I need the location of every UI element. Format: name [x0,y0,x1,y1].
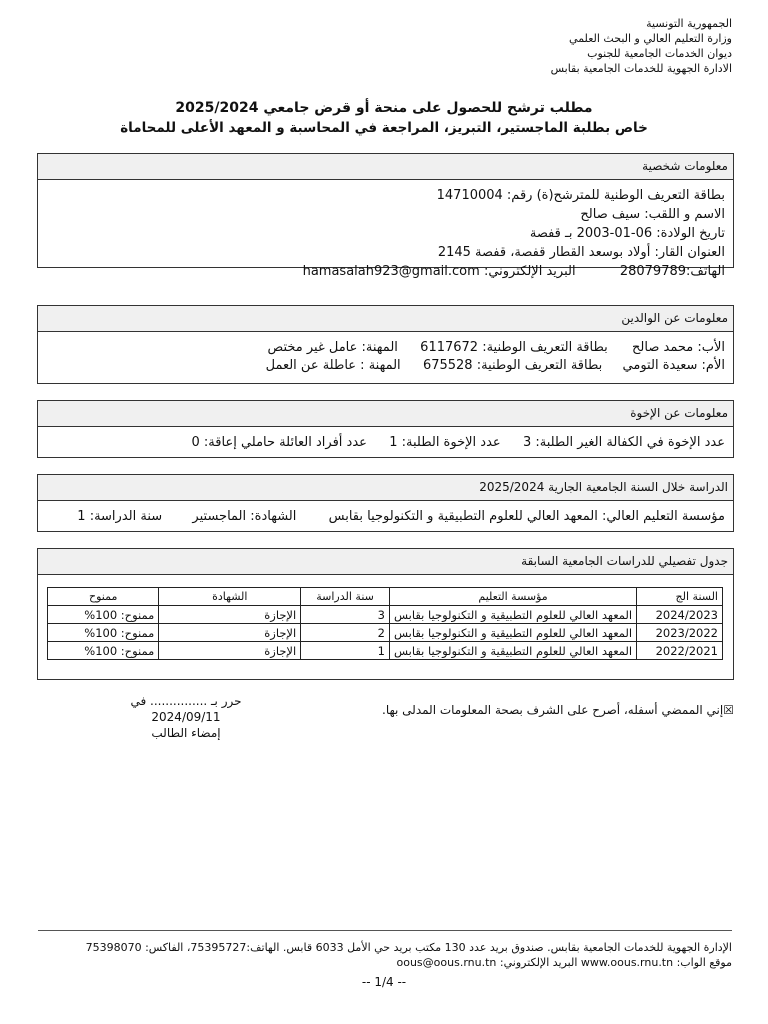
header-line-directorate: الادارة الجهوية للخدمات الجامعية بقابس [550,62,732,75]
father-job: المهنة: عامل غير مختص [267,340,398,355]
footer-address: الإدارة الجهوية للخدمات الجامعية بقابس. صندوق بريد عدد 130 مكتب بريد حي الأمل 6033 قابس. الهاتف:75395727، الفاكس: 75398070 [85,941,732,954]
table-cell: المعهد العالي للعلوم التطبيقية و التكنولوجيا بقابس [389,624,636,642]
study-history-section [37,548,734,680]
siblings-info-section [37,400,734,458]
column-header: الشهادة [159,588,301,606]
page-number: -- 1/4 -- [361,975,407,989]
study-degree: الشهادة: الماجستير [192,509,297,524]
table-header-row [48,588,723,606]
footer-divider [38,930,732,931]
signature-label: إمضاء الطالب [151,726,221,740]
declaration [382,703,734,717]
table-cell: ممنوح: 100% [48,624,159,642]
table-cell: الإجازة [159,642,301,660]
father-name: الأب: محمد صالح [632,340,725,355]
header-line-ministry: وزارة التعليم العالي و البحث العلمي [569,32,732,45]
table-cell: 2022/2021 [637,642,723,660]
footer [32,940,732,970]
study-history-table [47,587,723,660]
table-cell: الإجازة [159,606,301,624]
table-cell: الإجازة [159,624,301,642]
address-line: العنوان القار: أولاد بوسعد القطار قفصة، قفصة 2145 [437,245,725,260]
phone-line: الهاتف:28079789 [619,264,725,279]
full-name-line: الاسم و اللقب: سيف صالح [580,207,725,222]
current-study-heading: الدراسة خلال السنة الجامعية الجارية 2025/2024 [38,475,733,501]
personal-info-heading: معلومات شخصية [38,154,733,180]
title-line-1: مطلب ترشح للحصول على منحة أو قرض جامعي 2025/2024 [175,100,593,116]
header-line-republic: الجمهورية التونسية [646,17,732,30]
declaration-checkbox[interactable]: ☒ [723,703,734,717]
parents-info-heading: معلومات عن الوالدين [38,306,733,332]
document-title [0,98,768,138]
personal-info-section [37,153,734,279]
table-cell: 2024/2023 [637,606,723,624]
student-siblings-count: عدد الإخوة الطلبة: 1 [389,435,501,450]
declaration-text: إني الممضي أسفله، أصرح على الشرف بصحة المعلومات المدلى بها. [382,703,724,717]
disabled-members-count: عدد أفراد العائلة حاملي إعاقة: 0 [191,435,367,450]
siblings-info-heading: معلومات عن الإخوة [38,401,733,427]
table-cell: 3 [301,606,390,624]
table-cell: 2 [301,624,390,642]
table-cell: ممنوح: 100% [48,642,159,660]
institution-header [551,16,732,76]
current-study-section [37,474,734,532]
father-id: بطاقة التعريف الوطنية: 6117672 [420,340,608,355]
mother-name: الأم: سعيدة التومي [622,358,725,373]
header-line-office: ديوان الخدمات الجامعية للجنوب [587,47,732,60]
study-history-heading: جدول تفصيلي للدراسات الجامعية السابقة [38,549,733,575]
table-row [48,624,723,642]
study-year: سنة الدراسة: 1 [77,509,163,524]
parents-info-section [37,305,734,384]
table-cell: 1 [301,642,390,660]
dependent-siblings-count: عدد الإخوة في الكفالة الغير الطلبة: 3 [522,435,725,450]
birth-date-line: تاريخ الولادة: 06-01-2003 بـ قفصة [529,226,725,241]
footer-contacts: موقع الواب: www.oous.rnu.tn البريد الإلكتروني: oous@oous.rnu.tn [396,956,732,969]
column-header: السنة الج [637,588,723,606]
title-line-2: خاص بطلبة الماجستير، التبريز، المراجعة في المحاسبة و المعهد الأعلى للمحاماة [120,120,648,136]
email-line: البريد الإلكتروني: hamasalah923@gmail.com [302,264,576,279]
table-row [48,642,723,660]
column-header: ممنوح [48,588,159,606]
study-institution: مؤسسة التعليم العالي: المعهد العالي للعلوم التطبيقية و التكنولوجيا بقابس [328,509,725,524]
signature-block [96,693,276,741]
table-cell: المعهد العالي للعلوم التطبيقية و التكنولوجيا بقابس [389,606,636,624]
signature-place-date: حرر بـ ............... في 2024/09/11 [130,694,242,724]
table-row [48,606,723,624]
column-header: مؤسسة التعليم [389,588,636,606]
mother-job: المهنة : عاطلة عن العمل [265,358,401,373]
table-cell: 2023/2022 [637,624,723,642]
table-cell: ممنوح: 100% [48,606,159,624]
column-header: سنة الدراسة [301,588,390,606]
mother-id: بطاقة التعريف الوطنية: 675528 [422,358,603,373]
id-card-line: بطاقة التعريف الوطنية للمترشح(ة) رقم: 14710004 [436,188,725,203]
table-cell: المعهد العالي للعلوم التطبيقية و التكنولوجيا بقابس [389,642,636,660]
